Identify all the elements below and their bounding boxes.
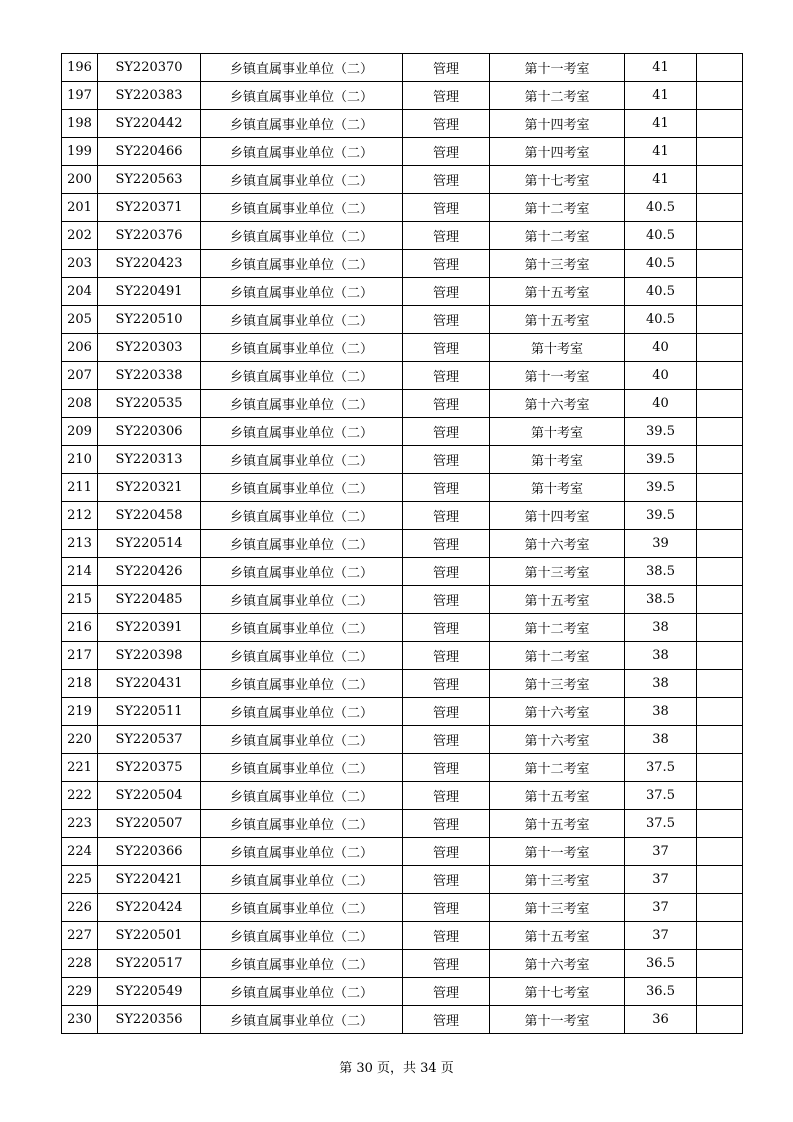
unit-cell: 乡镇直属事业单位（二） [201, 82, 403, 110]
unit-cell: 乡镇直属事业单位（二） [201, 1006, 403, 1034]
category-cell: 管理 [403, 866, 490, 894]
unit-cell: 乡镇直属事业单位（二） [201, 642, 403, 670]
exam-room-cell: 第十考室 [490, 334, 625, 362]
candidate-id-cell: SY220504 [98, 782, 201, 810]
score-cell: 40 [625, 390, 697, 418]
category-cell: 管理 [403, 726, 490, 754]
category-cell: 管理 [403, 138, 490, 166]
category-cell: 管理 [403, 698, 490, 726]
row-number-cell: 200 [62, 166, 98, 194]
note-cell [697, 446, 743, 474]
score-cell: 37.5 [625, 782, 697, 810]
score-cell: 37 [625, 866, 697, 894]
exam-room-cell: 第十一考室 [490, 1006, 625, 1034]
score-cell: 37 [625, 894, 697, 922]
row-number-cell: 207 [62, 362, 98, 390]
category-cell: 管理 [403, 810, 490, 838]
note-cell [697, 586, 743, 614]
exam-room-cell: 第十六考室 [490, 726, 625, 754]
score-cell: 39 [625, 530, 697, 558]
unit-cell: 乡镇直属事业单位（二） [201, 978, 403, 1006]
unit-cell: 乡镇直属事业单位（二） [201, 530, 403, 558]
table-row [62, 82, 743, 110]
category-cell: 管理 [403, 670, 490, 698]
exam-room-cell: 第十五考室 [490, 782, 625, 810]
row-number-cell: 204 [62, 278, 98, 306]
exam-room-cell: 第十考室 [490, 474, 625, 502]
note-cell [697, 194, 743, 222]
unit-cell: 乡镇直属事业单位（二） [201, 222, 403, 250]
category-cell: 管理 [403, 54, 490, 82]
row-number-cell: 215 [62, 586, 98, 614]
score-cell: 37 [625, 838, 697, 866]
score-cell: 40 [625, 334, 697, 362]
candidate-id-cell: SY220511 [98, 698, 201, 726]
category-cell: 管理 [403, 166, 490, 194]
candidate-id-cell: SY220321 [98, 474, 201, 502]
score-cell: 36.5 [625, 978, 697, 1006]
exam-room-cell: 第十七考室 [490, 978, 625, 1006]
candidate-id-cell: SY220371 [98, 194, 201, 222]
score-cell: 37 [625, 922, 697, 950]
note-cell [697, 922, 743, 950]
note-cell [697, 362, 743, 390]
candidate-id-cell: SY220313 [98, 446, 201, 474]
table-row [62, 978, 743, 1006]
table-row [62, 138, 743, 166]
category-cell: 管理 [403, 390, 490, 418]
category-cell: 管理 [403, 334, 490, 362]
note-cell [697, 334, 743, 362]
category-cell: 管理 [403, 278, 490, 306]
note-cell [697, 558, 743, 586]
note-cell [697, 166, 743, 194]
candidate-id-cell: SY220458 [98, 502, 201, 530]
row-number-cell: 217 [62, 642, 98, 670]
category-cell: 管理 [403, 530, 490, 558]
score-cell: 38.5 [625, 558, 697, 586]
category-cell: 管理 [403, 306, 490, 334]
table-row [62, 334, 743, 362]
row-number-cell: 226 [62, 894, 98, 922]
exam-room-cell: 第十五考室 [490, 922, 625, 950]
candidate-id-cell: SY220303 [98, 334, 201, 362]
table-row [62, 782, 743, 810]
candidate-id-cell: SY220501 [98, 922, 201, 950]
row-number-cell: 205 [62, 306, 98, 334]
exam-room-cell: 第十四考室 [490, 110, 625, 138]
candidate-id-cell: SY220306 [98, 418, 201, 446]
score-cell: 37.5 [625, 754, 697, 782]
candidate-id-cell: SY220376 [98, 222, 201, 250]
exam-room-cell: 第十三考室 [490, 558, 625, 586]
table-row [62, 390, 743, 418]
unit-cell: 乡镇直属事业单位（二） [201, 502, 403, 530]
score-cell: 40.5 [625, 194, 697, 222]
candidate-id-cell: SY220485 [98, 586, 201, 614]
table-row [62, 502, 743, 530]
exam-room-cell: 第十三考室 [490, 866, 625, 894]
note-cell [697, 698, 743, 726]
unit-cell: 乡镇直属事业单位（二） [201, 390, 403, 418]
table-row [62, 278, 743, 306]
note-cell [697, 530, 743, 558]
unit-cell: 乡镇直属事业单位（二） [201, 166, 403, 194]
page-footer: 第 30 页，共 34 页 [339, 1061, 454, 1076]
exam-room-cell: 第十二考室 [490, 614, 625, 642]
exam-room-cell: 第十一考室 [490, 362, 625, 390]
row-number-cell: 230 [62, 1006, 98, 1034]
category-cell: 管理 [403, 446, 490, 474]
exam-room-cell: 第十七考室 [490, 166, 625, 194]
note-cell [697, 978, 743, 1006]
unit-cell: 乡镇直属事业单位（二） [201, 782, 403, 810]
score-cell: 36.5 [625, 950, 697, 978]
score-cell: 39.5 [625, 446, 697, 474]
unit-cell: 乡镇直属事业单位（二） [201, 194, 403, 222]
row-number-cell: 220 [62, 726, 98, 754]
unit-cell: 乡镇直属事业单位（二） [201, 894, 403, 922]
score-cell: 37.5 [625, 810, 697, 838]
table-row [62, 894, 743, 922]
exam-room-cell: 第十二考室 [490, 754, 625, 782]
row-number-cell: 208 [62, 390, 98, 418]
row-number-cell: 219 [62, 698, 98, 726]
table-row [62, 110, 743, 138]
candidate-id-cell: SY220370 [98, 54, 201, 82]
exam-room-cell: 第十二考室 [490, 194, 625, 222]
note-cell [697, 894, 743, 922]
table-row [62, 754, 743, 782]
exam-room-cell: 第十一考室 [490, 838, 625, 866]
score-cell: 41 [625, 138, 697, 166]
exam-room-cell: 第十五考室 [490, 306, 625, 334]
row-number-cell: 212 [62, 502, 98, 530]
unit-cell: 乡镇直属事业单位（二） [201, 474, 403, 502]
table-row [62, 306, 743, 334]
category-cell: 管理 [403, 110, 490, 138]
table-row [62, 166, 743, 194]
unit-cell: 乡镇直属事业单位（二） [201, 250, 403, 278]
exam-room-cell: 第十六考室 [490, 950, 625, 978]
table-row [62, 698, 743, 726]
score-cell: 38 [625, 614, 697, 642]
exam-room-cell: 第十五考室 [490, 810, 625, 838]
exam-room-cell: 第十六考室 [490, 530, 625, 558]
score-cell: 41 [625, 82, 697, 110]
exam-room-cell: 第十六考室 [490, 390, 625, 418]
note-cell [697, 54, 743, 82]
note-cell [697, 474, 743, 502]
category-cell: 管理 [403, 502, 490, 530]
note-cell [697, 950, 743, 978]
score-cell: 38 [625, 698, 697, 726]
row-number-cell: 229 [62, 978, 98, 1006]
category-cell: 管理 [403, 418, 490, 446]
note-cell [697, 726, 743, 754]
category-cell: 管理 [403, 222, 490, 250]
table-row [62, 530, 743, 558]
unit-cell: 乡镇直属事业单位（二） [201, 110, 403, 138]
exam-room-cell: 第十二考室 [490, 82, 625, 110]
exam-room-cell: 第十五考室 [490, 278, 625, 306]
row-number-cell: 199 [62, 138, 98, 166]
category-cell: 管理 [403, 978, 490, 1006]
note-cell [697, 1006, 743, 1034]
candidate-id-cell: SY220391 [98, 614, 201, 642]
candidate-id-cell: SY220514 [98, 530, 201, 558]
note-cell [697, 138, 743, 166]
exam-room-cell: 第十二考室 [490, 642, 625, 670]
row-number-cell: 198 [62, 110, 98, 138]
table-row [62, 670, 743, 698]
category-cell: 管理 [403, 950, 490, 978]
table-row [62, 362, 743, 390]
category-cell: 管理 [403, 1006, 490, 1034]
note-cell [697, 754, 743, 782]
row-number-cell: 216 [62, 614, 98, 642]
row-number-cell: 211 [62, 474, 98, 502]
score-cell: 39.5 [625, 474, 697, 502]
candidate-id-cell: SY220424 [98, 894, 201, 922]
unit-cell: 乡镇直属事业单位（二） [201, 698, 403, 726]
candidate-id-cell: SY220491 [98, 278, 201, 306]
exam-room-cell: 第十考室 [490, 446, 625, 474]
category-cell: 管理 [403, 194, 490, 222]
row-number-cell: 222 [62, 782, 98, 810]
note-cell [697, 810, 743, 838]
score-cell: 38 [625, 726, 697, 754]
table-row [62, 922, 743, 950]
unit-cell: 乡镇直属事业单位（二） [201, 138, 403, 166]
row-number-cell: 214 [62, 558, 98, 586]
table-row [62, 446, 743, 474]
category-cell: 管理 [403, 614, 490, 642]
note-cell [697, 222, 743, 250]
score-cell: 38 [625, 670, 697, 698]
score-cell: 39.5 [625, 418, 697, 446]
candidate-id-cell: SY220375 [98, 754, 201, 782]
table-row [62, 558, 743, 586]
candidate-id-cell: SY220517 [98, 950, 201, 978]
row-number-cell: 218 [62, 670, 98, 698]
score-cell: 40.5 [625, 250, 697, 278]
unit-cell: 乡镇直属事业单位（二） [201, 54, 403, 82]
category-cell: 管理 [403, 922, 490, 950]
category-cell: 管理 [403, 250, 490, 278]
note-cell [697, 614, 743, 642]
candidate-id-cell: SY220537 [98, 726, 201, 754]
candidate-id-cell: SY220421 [98, 866, 201, 894]
exam-room-cell: 第十四考室 [490, 502, 625, 530]
row-number-cell: 223 [62, 810, 98, 838]
unit-cell: 乡镇直属事业单位（二） [201, 922, 403, 950]
unit-cell: 乡镇直属事业单位（二） [201, 866, 403, 894]
row-number-cell: 213 [62, 530, 98, 558]
candidate-id-cell: SY220563 [98, 166, 201, 194]
unit-cell: 乡镇直属事业单位（二） [201, 950, 403, 978]
note-cell [697, 866, 743, 894]
unit-cell: 乡镇直属事业单位（二） [201, 838, 403, 866]
candidate-id-cell: SY220466 [98, 138, 201, 166]
candidate-id-cell: SY220383 [98, 82, 201, 110]
candidate-id-cell: SY220423 [98, 250, 201, 278]
candidate-id-cell: SY220431 [98, 670, 201, 698]
candidate-id-cell: SY220510 [98, 306, 201, 334]
exam-room-cell: 第十三考室 [490, 250, 625, 278]
category-cell: 管理 [403, 838, 490, 866]
row-number-cell: 227 [62, 922, 98, 950]
unit-cell: 乡镇直属事业单位（二） [201, 614, 403, 642]
note-cell [697, 502, 743, 530]
candidate-id-cell: SY220535 [98, 390, 201, 418]
candidate-id-cell: SY220442 [98, 110, 201, 138]
note-cell [697, 306, 743, 334]
unit-cell: 乡镇直属事业单位（二） [201, 418, 403, 446]
candidate-id-cell: SY220338 [98, 362, 201, 390]
table-row [62, 614, 743, 642]
table-row [62, 418, 743, 446]
row-number-cell: 224 [62, 838, 98, 866]
category-cell: 管理 [403, 782, 490, 810]
score-cell: 38.5 [625, 586, 697, 614]
exam-room-cell: 第十二考室 [490, 222, 625, 250]
table-row [62, 838, 743, 866]
unit-cell: 乡镇直属事业单位（二） [201, 586, 403, 614]
row-number-cell: 225 [62, 866, 98, 894]
exam-room-cell: 第十三考室 [490, 894, 625, 922]
row-number-cell: 196 [62, 54, 98, 82]
unit-cell: 乡镇直属事业单位（二） [201, 754, 403, 782]
table-row [62, 810, 743, 838]
table-row [62, 54, 743, 82]
exam-room-cell: 第十四考室 [490, 138, 625, 166]
note-cell [697, 390, 743, 418]
score-cell: 39.5 [625, 502, 697, 530]
category-cell: 管理 [403, 894, 490, 922]
score-cell: 36 [625, 1006, 697, 1034]
note-cell [697, 82, 743, 110]
table-row [62, 726, 743, 754]
candidate-id-cell: SY220507 [98, 810, 201, 838]
unit-cell: 乡镇直属事业单位（二） [201, 362, 403, 390]
candidate-id-cell: SY220356 [98, 1006, 201, 1034]
unit-cell: 乡镇直属事业单位（二） [201, 446, 403, 474]
row-number-cell: 201 [62, 194, 98, 222]
candidate-id-cell: SY220366 [98, 838, 201, 866]
exam-room-cell: 第十一考室 [490, 54, 625, 82]
score-cell: 41 [625, 166, 697, 194]
note-cell [697, 418, 743, 446]
category-cell: 管理 [403, 362, 490, 390]
table-body [62, 54, 743, 1034]
table-row [62, 866, 743, 894]
unit-cell: 乡镇直属事业单位（二） [201, 810, 403, 838]
row-number-cell: 221 [62, 754, 98, 782]
row-number-cell: 206 [62, 334, 98, 362]
row-number-cell: 209 [62, 418, 98, 446]
note-cell [697, 278, 743, 306]
results-table [61, 53, 743, 1034]
unit-cell: 乡镇直属事业单位（二） [201, 278, 403, 306]
unit-cell: 乡镇直属事业单位（二） [201, 334, 403, 362]
candidate-id-cell: SY220549 [98, 978, 201, 1006]
row-number-cell: 228 [62, 950, 98, 978]
note-cell [697, 782, 743, 810]
score-cell: 40.5 [625, 306, 697, 334]
category-cell: 管理 [403, 82, 490, 110]
exam-room-cell: 第十五考室 [490, 586, 625, 614]
table-row [62, 222, 743, 250]
candidate-id-cell: SY220398 [98, 642, 201, 670]
note-cell [697, 110, 743, 138]
score-cell: 41 [625, 54, 697, 82]
candidate-id-cell: SY220426 [98, 558, 201, 586]
note-cell [697, 250, 743, 278]
category-cell: 管理 [403, 474, 490, 502]
score-cell: 40.5 [625, 278, 697, 306]
unit-cell: 乡镇直属事业单位（二） [201, 306, 403, 334]
row-number-cell: 203 [62, 250, 98, 278]
note-cell [697, 838, 743, 866]
exam-room-cell: 第十三考室 [490, 670, 625, 698]
row-number-cell: 210 [62, 446, 98, 474]
score-cell: 40.5 [625, 222, 697, 250]
unit-cell: 乡镇直属事业单位（二） [201, 670, 403, 698]
score-cell: 40 [625, 362, 697, 390]
row-number-cell: 197 [62, 82, 98, 110]
unit-cell: 乡镇直属事业单位（二） [201, 726, 403, 754]
category-cell: 管理 [403, 754, 490, 782]
table-row [62, 194, 743, 222]
note-cell [697, 642, 743, 670]
row-number-cell: 202 [62, 222, 98, 250]
category-cell: 管理 [403, 558, 490, 586]
table-row [62, 642, 743, 670]
table-row [62, 250, 743, 278]
exam-room-cell: 第十六考室 [490, 698, 625, 726]
exam-room-cell: 第十考室 [490, 418, 625, 446]
table-row [62, 950, 743, 978]
table-row [62, 586, 743, 614]
table-row [62, 474, 743, 502]
unit-cell: 乡镇直属事业单位（二） [201, 558, 403, 586]
category-cell: 管理 [403, 586, 490, 614]
score-cell: 41 [625, 110, 697, 138]
table-row [62, 1006, 743, 1034]
category-cell: 管理 [403, 642, 490, 670]
score-cell: 38 [625, 642, 697, 670]
note-cell [697, 670, 743, 698]
